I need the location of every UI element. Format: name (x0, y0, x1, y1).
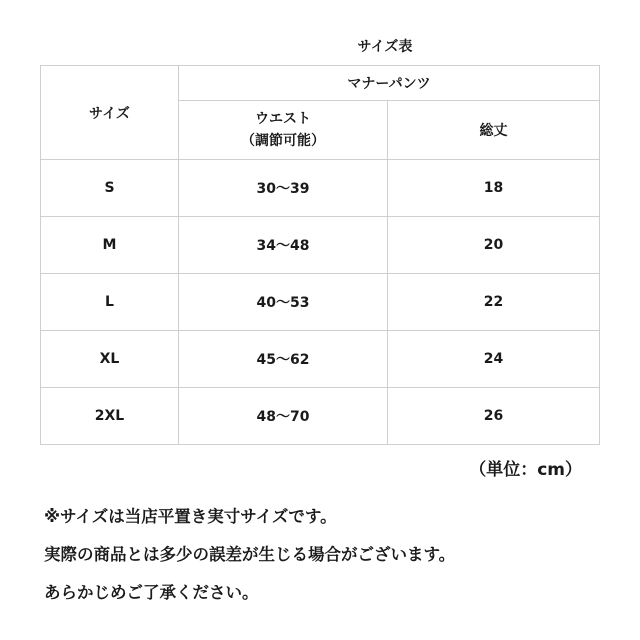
table-row (41, 217, 600, 274)
size-cell: S (41, 160, 179, 217)
header-length: 総丈 (388, 101, 600, 160)
length-cell: 22 (388, 274, 600, 331)
size-cell: L (41, 274, 179, 331)
header-product-group: マナーパンツ (179, 66, 600, 101)
waist-cell: 34〜48 (179, 217, 388, 274)
header-waist-adjustable: （調節可能） (241, 133, 325, 149)
note-line: あらかじめご了承ください。 (44, 583, 259, 602)
header-waist-label: ウエスト (255, 111, 311, 127)
table-row (41, 331, 600, 388)
table-row (41, 160, 600, 217)
length-cell: 24 (388, 331, 600, 388)
note-line: ※サイズは当店平置き実寸サイズです。 (44, 507, 337, 526)
table-header-row (41, 66, 600, 101)
size-cell: M (41, 217, 179, 274)
waist-cell: 30〜39 (179, 160, 388, 217)
table-row (41, 388, 600, 445)
size-cell: 2XL (41, 388, 179, 445)
header-waist (179, 101, 388, 160)
length-cell: 18 (388, 160, 600, 217)
size-cell: XL (41, 331, 179, 388)
waist-cell: 45〜62 (179, 331, 388, 388)
notes (44, 498, 455, 612)
waist-cell: 48〜70 (179, 388, 388, 445)
note-line: 実際の商品とは多少の誤差が生じる場合がございます。 (44, 545, 456, 564)
table-row (41, 274, 600, 331)
size-chart-title: サイズ表 (357, 39, 413, 55)
length-cell: 20 (388, 217, 600, 274)
unit-note: （単位：cm） (469, 460, 582, 480)
header-size: サイズ (41, 66, 179, 160)
size-table (40, 65, 600, 445)
length-cell: 26 (388, 388, 600, 445)
waist-cell: 40〜53 (179, 274, 388, 331)
